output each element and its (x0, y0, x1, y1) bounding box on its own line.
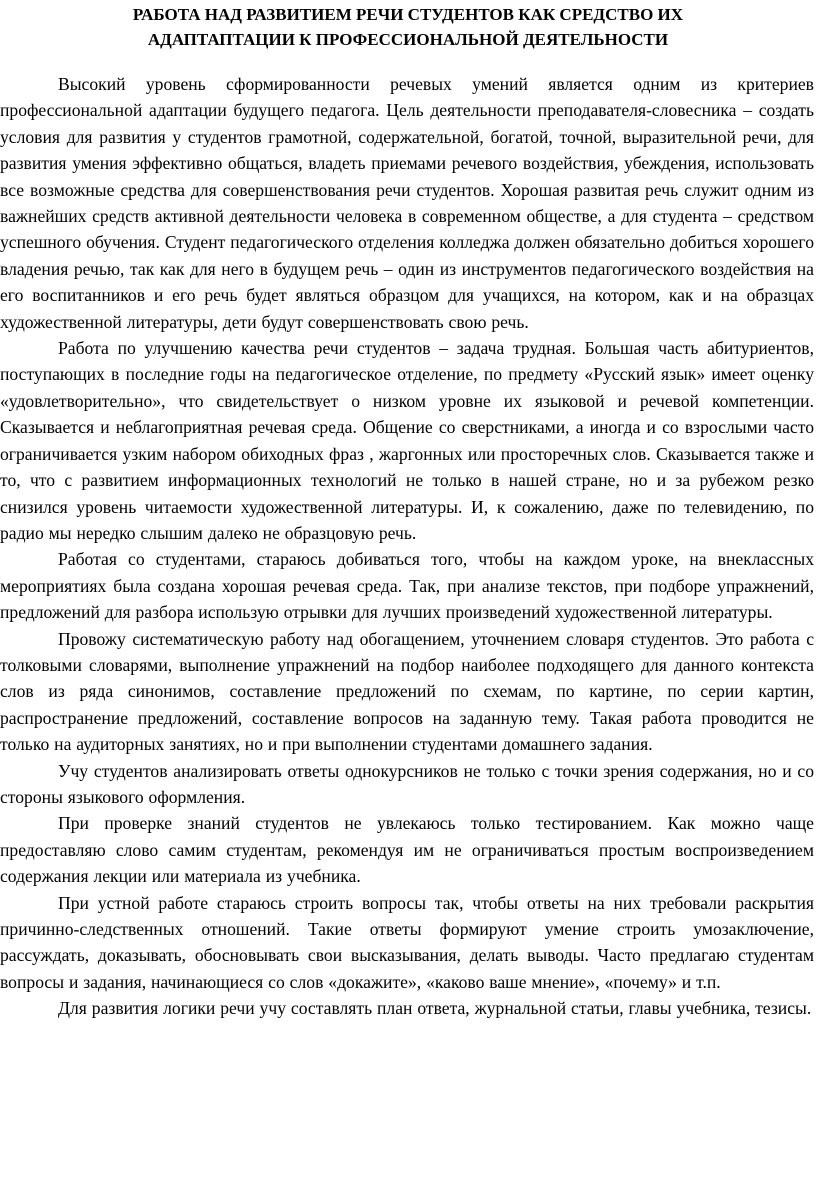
title-line-1: РАБОТА НАД РАЗВИТИЕМ РЕЧИ СТУДЕНТОВ КАК СРЕДСТВО ИХ (132, 5, 684, 24)
paragraph-7: При устной работе стараюсь строить вопросы так, чтобы ответы на них требовали раскрытия причинно-следственных отношений. Такие ответы формируют умение строить умозаключение, рассуждать, доказывать, обосновывать свои высказывания, делать выводы. Часто предлагаю студентам вопросы и задания, начинающиеся со слов «докажите», «каково ваше мнение», «почему» и т.п. (0, 892, 814, 992)
paragraph-3: Работая со студентами, стараюсь добиваться того, чтобы на каждом уроке, на внеклассных мероприятиях была создана хорошая речевая среда. Так, при анализе текстов, при подборе упражнений, предложений для разбора использую отрывки для лучших произведений художественной литературы. (0, 549, 814, 623)
paragraph-2: Работа по улучшению качества речи студентов – задача трудная. Большая часть абитуриентов, поступающих в последние годы на педагогическое отделение, по предмету «Русский язык» имеет оценку «удовлетворительно», что свидетельствует о низком уровне их языковой и речевой компетенции. Сказывается и неблагоприятная речевая среда. Общение со сверстниками, а иногда и со взрослыми часто ограничивается узким набором обиходных фраз , жаргонных или просторечных слов. Сказывается также и то, что с развитием информационных технологий не только в нашей стране, но и за рубежом резко снизился уровень читаемости художественной литературы. И, к сожалению, даже по телевидению, по радио мы нередко слышим далеко не образцовую речь. (0, 338, 814, 543)
document-body (0, 71, 814, 1022)
paragraph-1: Высокий уровень сформированности речевых умений является одним из критериев профессиональной адаптации будущего педагога. Цель деятельности преподавателя-словесника – создать условия для развития у студентов грамотной, содержательной, богатой, точной, выразительной речи, для развития умения эффективно общаться, владеть приемами речевого воздействия, убеждения, использовать все возможные средства для совершенствования речи студентов. Хорошая развитая речь служит одним из важнейших средств активной деятельности человека в современном обществе, а для студента – средством успешного обучения. Студент педагогического отделения колледжа должен обязательно добиться хорошего владения речью, так как для него в будущем речь – один из инструментов педагогического воздействия на его воспитанников и его речь будет являться образцом для учащихся, на котором, как и на образцах художественной литературы, дети будут совершенствовать свою речь. (0, 74, 814, 332)
paragraph-8: Для развития логики речи учу составлять план ответа, журнальной статьи, главы учебника, тезисы. (58, 998, 812, 1019)
paragraph-6: При проверке знаний студентов не увлекаюсь только тестированием. Как можно чаще предоставляю слово самим студентам, рекомендуя им не ограничиваться простым воспроизведением содержания лекции или материала из учебника. (0, 813, 814, 887)
paragraph-5: Учу студентов анализировать ответы однокурсников не только с точки зрения содержания, но и со стороны языкового оформления. (0, 760, 814, 807)
title-line-2: АДАПТАПТАЦИИ К ПРОФЕССИОНАЛЬНОЙ ДЕЯТЕЛЬНОСТИ (147, 30, 669, 49)
paragraph-4: Провожу систематическую работу над обогащением, уточнением словаря студентов. Это работа с толковыми словарями, выполнение упражнений на подбор наиболее подходящего для данного контекста слов из ряда синонимов, составление предложений по схемам, по картине, по серии картин, распространение предложений, составление вопросов на заданную тему. Такая работа проводится не только на аудиторных занятиях, но и при выполнении студентами домашнего задания. (0, 628, 814, 755)
document-title (0, 2, 816, 52)
